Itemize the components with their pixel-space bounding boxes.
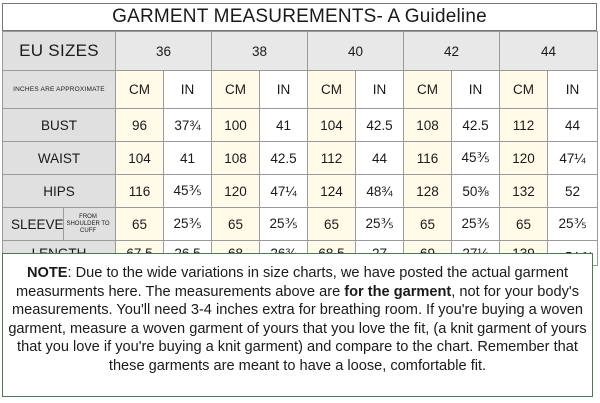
unit-cm: CM bbox=[404, 71, 452, 109]
table-cell: 25⅗ bbox=[356, 208, 404, 241]
table-cell: 116 bbox=[116, 175, 164, 208]
unit-cm: CM bbox=[212, 71, 260, 109]
size-chart bbox=[2, 3, 597, 399]
table-cell: 112 bbox=[500, 109, 548, 142]
note-emphasis: for the garment bbox=[344, 283, 452, 300]
table-cell: 104 bbox=[308, 109, 356, 142]
sleeve-sublabel: FROM SHOULDER TO CUFF bbox=[63, 208, 112, 240]
table-cell: 124 bbox=[308, 175, 356, 208]
size-36: 36 bbox=[116, 32, 212, 71]
table-row-waist bbox=[3, 142, 598, 175]
table-cell: 120 bbox=[212, 175, 260, 208]
table-cell: 65 bbox=[308, 208, 356, 241]
row-label-waist: WAIST bbox=[3, 142, 116, 175]
table-cell: 108 bbox=[404, 109, 452, 142]
table-cell: 104 bbox=[116, 142, 164, 175]
table-cell: 25⅗ bbox=[164, 208, 212, 241]
table-cell: 65 bbox=[116, 208, 164, 241]
row-label-sleeve: SLEEVE bbox=[11, 216, 64, 232]
table-row-units bbox=[3, 71, 598, 109]
note-text-1: : Due to the wide variations in size charts, we have posted the actual garment measurments here. The measurements above are bbox=[15, 265, 569, 300]
table-row-hips bbox=[3, 175, 598, 208]
size-44: 44 bbox=[500, 32, 598, 71]
eu-sizes-label: EU SIZES bbox=[3, 32, 116, 71]
size-40: 40 bbox=[308, 32, 404, 71]
row-label-sleeve-cell bbox=[3, 208, 116, 241]
table-cell: 41 bbox=[164, 142, 212, 175]
measurements-table bbox=[2, 31, 598, 266]
table-cell: 116 bbox=[404, 142, 452, 175]
unit-in: IN bbox=[548, 71, 598, 109]
table-cell: 41 bbox=[260, 109, 308, 142]
table-cell: 65 bbox=[500, 208, 548, 241]
table-cell: 52 bbox=[548, 175, 598, 208]
table-cell: 132 bbox=[500, 175, 548, 208]
table-cell: 44 bbox=[356, 142, 404, 175]
note-box bbox=[2, 253, 593, 397]
table-cell: 47¼ bbox=[548, 142, 598, 175]
table-cell: 108 bbox=[212, 142, 260, 175]
table-cell: 50⅜ bbox=[452, 175, 500, 208]
table-cell: 47¼ bbox=[260, 175, 308, 208]
unit-in: IN bbox=[452, 71, 500, 109]
table-cell: 128 bbox=[404, 175, 452, 208]
table-cell: 45⅗ bbox=[164, 175, 212, 208]
table-cell: 48¾ bbox=[356, 175, 404, 208]
unit-in: IN bbox=[260, 71, 308, 109]
table-cell: 96 bbox=[116, 109, 164, 142]
unit-cm: CM bbox=[500, 71, 548, 109]
size-38: 38 bbox=[212, 32, 308, 71]
table-cell: 65 bbox=[404, 208, 452, 241]
unit-in: IN bbox=[164, 71, 212, 109]
table-row-sleeve bbox=[3, 208, 598, 241]
table-cell: 25⅗ bbox=[260, 208, 308, 241]
note-text bbox=[5, 264, 590, 376]
unit-in: IN bbox=[356, 71, 404, 109]
table-cell: 45⅗ bbox=[452, 142, 500, 175]
table-cell: 65 bbox=[212, 208, 260, 241]
table-cell: 112 bbox=[308, 142, 356, 175]
note-prefix: NOTE bbox=[26, 265, 68, 281]
table-cell: 25⅗ bbox=[452, 208, 500, 241]
unit-cm: CM bbox=[116, 71, 164, 109]
chart-title: GARMENT MEASUREMENTS- A Guideline bbox=[2, 3, 597, 31]
table-cell: 25⅗ bbox=[548, 208, 598, 241]
table-row-bust bbox=[3, 109, 598, 142]
size-42: 42 bbox=[404, 32, 500, 71]
table-cell: 44 bbox=[548, 109, 598, 142]
table-cell: 42.5 bbox=[452, 109, 500, 142]
row-label-bust: BUST bbox=[3, 109, 116, 142]
table-cell: 42.5 bbox=[260, 142, 308, 175]
table-cell: 37¾ bbox=[164, 109, 212, 142]
table-row-sizes bbox=[3, 32, 598, 71]
table-cell: 120 bbox=[500, 142, 548, 175]
note-text-2: , not for your body's measurements. You'll need 3-4 inches extra for breathing room. If you're buying a woven garment, measure a woven garment of yours that you love the fit, (a knit garment of yours that you love if you're buying a knit garment) and compare to the chart. Remember that these garments are meant to have a loose, comfortable fit. bbox=[8, 283, 587, 374]
approximate-note: INCHES ARE APPROXIMATE bbox=[3, 71, 116, 109]
table-cell: 100 bbox=[212, 109, 260, 142]
unit-cm: CM bbox=[308, 71, 356, 109]
table-cell: 42.5 bbox=[356, 109, 404, 142]
row-label-hips: HIPS bbox=[3, 175, 116, 208]
